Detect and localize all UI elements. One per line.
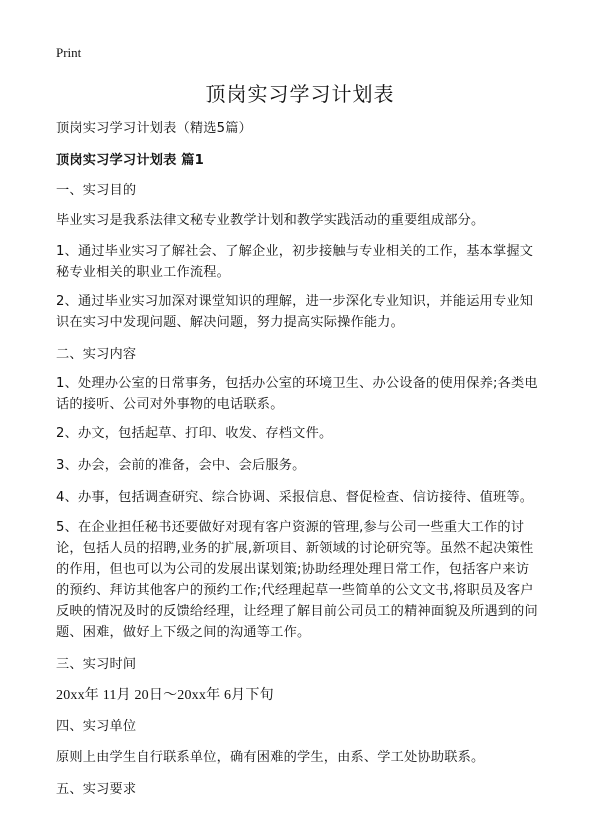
paragraph-purpose-2-line-1: 2、通过毕业实习加深对课堂知识的理解，进一步深化专业知识，并能运用专业知: [56, 294, 534, 309]
paragraph-purpose-1-line-2: 秘专业相关的职业工作流程。: [56, 265, 231, 280]
page-title: 顶岗实习学习计划表: [205, 82, 395, 106]
paragraph-content-5-line-5: 反映的情况及时的反馈给经理，让经理了解目前公司员工的精神面貌及所遇到的问: [56, 604, 538, 619]
paragraph-purpose-2-line-2: 识在实习中发现问题、解决问题，努力提高实际操作能力。: [56, 315, 405, 330]
paragraph-content-5-line-4: 的预约、拜访其他客户的预约工作;代经理起草一些简单的公文文书,将职员及客户: [56, 583, 534, 598]
heading-purpose: 一、实习目的: [56, 183, 137, 198]
heading-time: 三、实习时间: [56, 657, 137, 672]
internship-dates: 20xx年 11月 20日～20xx年 6月下旬: [56, 688, 274, 703]
heading-requirements: 五、实习要求: [56, 782, 137, 797]
heading-unit: 四、实习单位: [56, 719, 137, 734]
paragraph-purpose-1-line-1: 1、通过毕业实习了解社会、了解企业，初步接触与专业相关的工作，基本掌握文: [56, 244, 534, 259]
paragraph-content-3: 3、办会，会前的准备，会中、会后服务。: [56, 458, 306, 473]
paragraph-content-4: 4、办事，包括调查研究、综合协调、采报信息、督促检查、信访接待、值班等。: [56, 490, 534, 505]
paragraph-content-5-line-3: 的作用，但也可以为公司的发展出谋划策;协助经理处理日常工作，包括客户来访: [56, 562, 530, 577]
paragraph-content-1-line-1: 1、处理办公室的日常事务，包括办公室的环境卫生、办公设备的使用保养;各类电: [56, 376, 538, 391]
paragraph-content-5-line-6: 题、困难，做好上下级之间的沟通等工作。: [56, 625, 311, 640]
print-label[interactable]: Print: [56, 45, 82, 60]
paragraph-unit: 原则上由学生自行联系单位，确有困难的学生，由系、学工处协助联系。: [56, 750, 485, 765]
paragraph-content-2: 2、办文，包括起草、打印、收发、存档文件。: [56, 426, 333, 441]
paragraph-content-1-line-2: 话的接听、公司对外事物的电话联系。: [56, 397, 284, 412]
paragraph-intro: 毕业实习是我系法律文秘专业教学计划和教学实践活动的重要组成部分。: [56, 213, 485, 228]
section-title: 顶岗实习学习计划表 篇1: [56, 153, 205, 168]
heading-content: 二、实习内容: [56, 347, 137, 362]
paragraph-content-5-line-2: 论，包括人员的招聘,业务的扩展,新项目、新领域的讨论研究等。虽然不起决策性: [56, 541, 534, 556]
document-subtitle: 顶岗实习学习计划表（精选5篇）: [56, 121, 253, 136]
paragraph-content-5-line-1: 5、在企业担任秘书还要做好对现有客户资源的管理,参与公司一些重大工作的讨: [56, 520, 525, 535]
